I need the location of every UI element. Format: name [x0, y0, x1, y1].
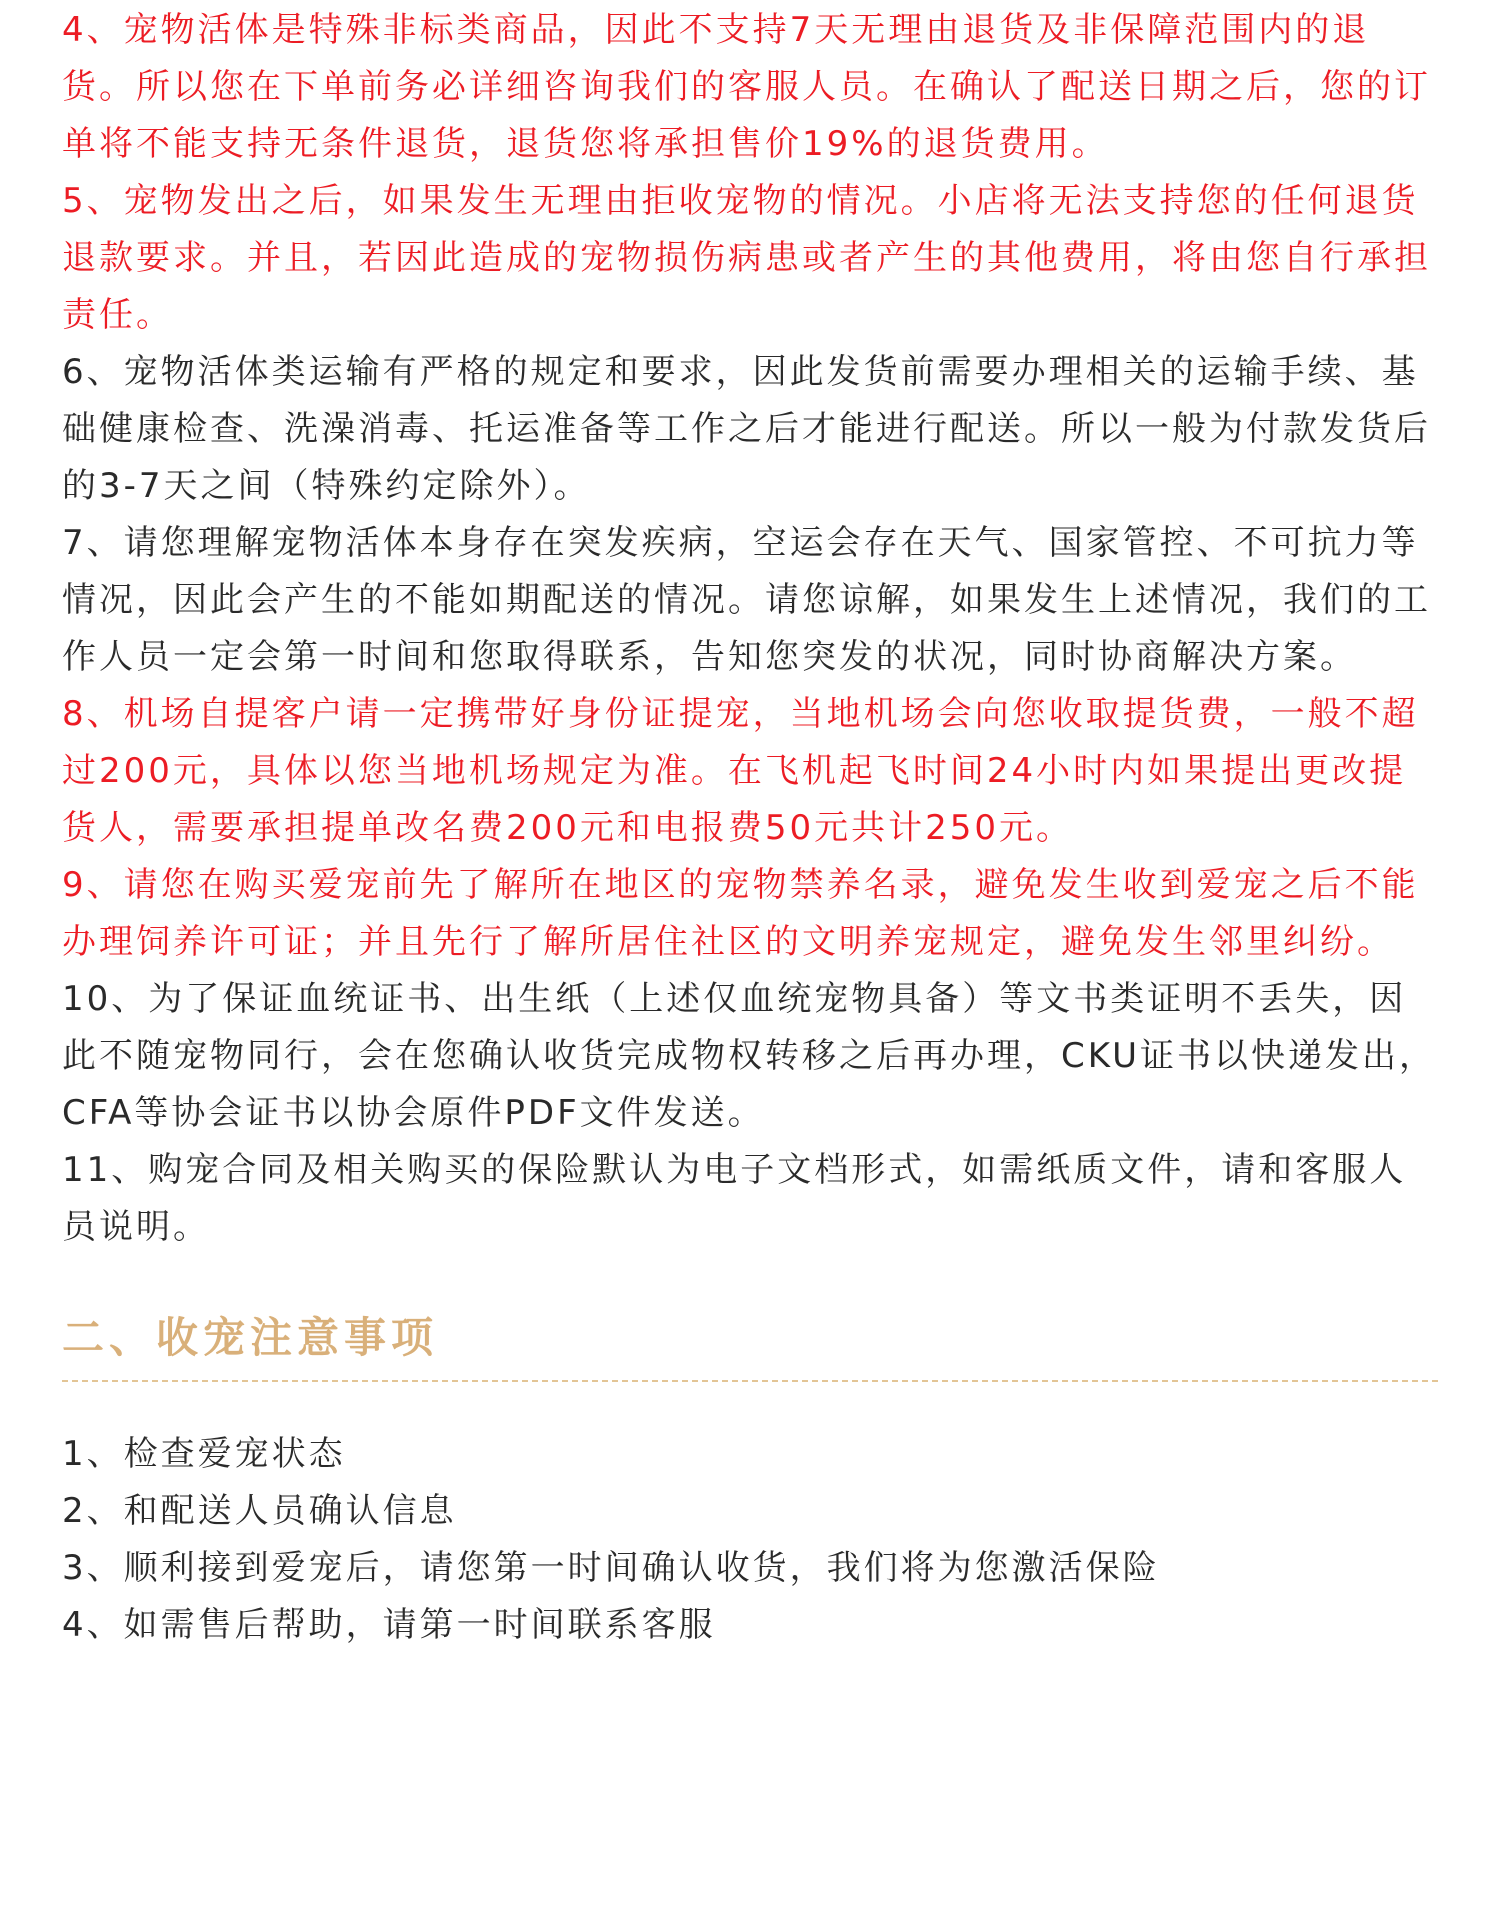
receiving-note-item: 3、顺利接到爱宠后，请您第一时间确认收货，我们将为您激活保险: [62, 1548, 1160, 1588]
rule-item-4: 4、宠物活体是特殊非标类商品，因此不支持7天无理由退货及非保障范围内的退货。所以您在下单前务必详细咨询我们的客服人员。在确认了配送日期之后，您的订单将不能支持无条件退货，退货您将承担售价19%的退货费用。: [62, 10, 1431, 164]
rule-item-8: 8、机场自提客户请一定携带好身份证提宠，当地机场会向您收取提货费，一般不超过200元，具体以您当地机场规定为准。在飞机起飞时间24小时内如果提出更改提货人，需要承担提单改名费200元和电报费50元共计250元。: [62, 694, 1419, 848]
rule-item-11: 11、购宠合同及相关购买的保险默认为电子文档形式，如需纸质文件，请和客服人员说明。: [62, 1150, 1407, 1247]
receiving-note-item: 2、和配送人员确认信息: [62, 1491, 457, 1531]
purchase-rules-list: [62, 0, 1438, 1256]
rule-item-6: 6、宠物活体类运输有严格的规定和要求，因此发货前需要办理相关的运输手续、基础健康检查、洗澡消毒、托运准备等工作之后才能进行配送。所以一般为付款发货后的3-7天之间（特殊约定除外）。: [62, 352, 1431, 506]
section-title-receiving-notes: 二、收宠注意事项: [62, 1313, 439, 1362]
rule-item-9: 9、请您在购买爱宠前先了解所在地区的宠物禁养名录，避免发生收到爱宠之后不能办理饲养许可证；并且先行了解所居住社区的文明养宠规定，避免发生邻里纠纷。: [62, 865, 1419, 962]
receiving-note-item: 1、检查爱宠状态: [62, 1434, 346, 1474]
receiving-notes-list: [62, 1426, 1438, 1654]
rule-item-10: 10、为了保证血统证书、出生纸（上述仅血统宠物具备）等文书类证明不丢失，因此不随宠物同行，会在您确认收货完成物权转移之后再办理，CKU证书以快递发出，CFA等协会证书以协会原件PDF文件发送。: [62, 979, 1437, 1133]
section-divider: [62, 1380, 1438, 1382]
rule-item-5: 5、宠物发出之后，如果发生无理由拒收宠物的情况。小店将无法支持您的任何退货退款要求。并且，若因此造成的宠物损伤病患或者产生的其他费用，将由您自行承担责任。: [62, 181, 1431, 335]
rule-item-7: 7、请您理解宠物活体本身存在突发疾病，空运会存在天气、国家管控、不可抗力等情况，因此会产生的不能如期配送的情况。请您谅解，如果发生上述情况，我们的工作人员一定会第一时间和您取得联系，告知您突发的状况，同时协商解决方案。: [62, 523, 1431, 677]
receiving-note-item: 4、如需售后帮助，请第一时间联系客服: [62, 1605, 716, 1645]
